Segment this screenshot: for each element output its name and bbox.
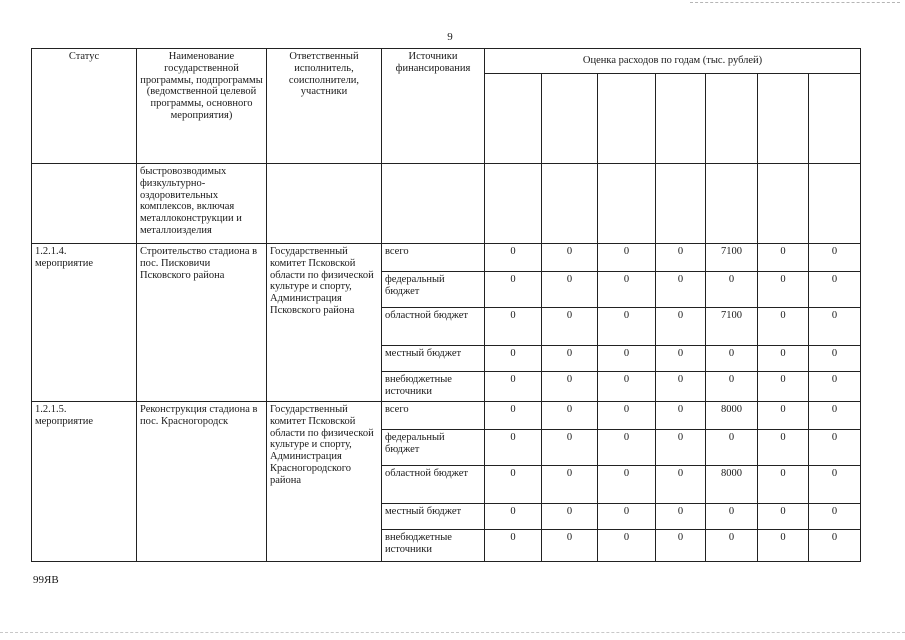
continuation-name: быстровозводимых физкультурно-оздоровительных комплексов, включая металлоконструкции и металлоизделия [137,164,267,244]
value-cell: 0 [706,530,758,562]
value-cell: 0 [598,244,656,272]
value-cell: 0 [598,504,656,530]
value-cell: 0 [758,308,809,346]
value-cell: 0 [542,402,598,430]
value-cell: 0 [809,466,861,504]
value-cell: 0 [758,430,809,466]
value-cell: 0 [758,244,809,272]
value-cell: 0 [656,402,706,430]
value-cell: 0 [485,504,542,530]
value-cell: 0 [706,504,758,530]
value-cell: 0 [656,466,706,504]
header-year [485,74,542,164]
header-year [598,74,656,164]
value-cell: 0 [542,466,598,504]
measure-executor: Государственный комитет Псковской области по физической культуре и спорту, Администрация Красногородского района [267,402,382,562]
value-cell: 8000 [706,466,758,504]
value-cell: 7100 [706,244,758,272]
value-cell: 0 [809,402,861,430]
value-cell: 0 [542,430,598,466]
value-cell: 0 [542,272,598,308]
scan-artifact-bottom [0,632,905,634]
value-cell: 0 [706,346,758,372]
value-cell: 0 [656,372,706,402]
measure-status-cell: 1.2.1.4. мероприятие [32,244,137,402]
source-label: федеральный бюджет [382,430,485,466]
value-cell: 0 [809,430,861,466]
header-executor: Ответственный исполнитель, соисполнители, участники [267,49,382,164]
header-year [809,74,861,164]
header-year [656,74,706,164]
value-cell: 0 [542,346,598,372]
value-cell: 0 [542,244,598,272]
value-cell: 0 [809,530,861,562]
value-cell: 0 [758,530,809,562]
value-cell: 0 [485,402,542,430]
value-cell: 0 [809,244,861,272]
header-year [706,74,758,164]
source-label: областной бюджет [382,466,485,504]
source-label: областной бюджет [382,308,485,346]
source-label: внебюджетные источники [382,372,485,402]
source-label: федеральный бюджет [382,272,485,308]
value-cell: 0 [758,504,809,530]
value-cell: 0 [542,372,598,402]
value-cell: 0 [758,372,809,402]
source-label: всего [382,402,485,430]
table-row [32,402,861,430]
header-year [758,74,809,164]
value-cell: 0 [485,372,542,402]
header-year [542,74,598,164]
value-cell: 0 [656,272,706,308]
value-cell: 0 [598,308,656,346]
measure-name: Реконструкция стадиона в пос. Красногородск [137,402,267,562]
value-cell: 0 [542,504,598,530]
value-cell: 0 [758,272,809,308]
value-cell: 0 [809,308,861,346]
value-cell: 0 [656,244,706,272]
value-cell: 0 [809,504,861,530]
continuation-row [32,164,861,244]
measure-name: Строительство стадиона в пос. Писковичи Псковского района [137,244,267,402]
header-estimate: Оценка расходов по годам (тыс. рублей) [485,49,861,74]
value-cell: 0 [485,466,542,504]
table-row [32,244,861,272]
document-code: 99ЯВ [33,574,59,586]
value-cell: 0 [656,530,706,562]
value-cell: 0 [598,530,656,562]
value-cell: 0 [598,430,656,466]
source-label: всего [382,244,485,272]
value-cell: 0 [485,244,542,272]
value-cell: 7100 [706,308,758,346]
value-cell: 0 [598,466,656,504]
value-cell: 0 [706,430,758,466]
value-cell: 0 [656,430,706,466]
value-cell: 0 [598,346,656,372]
value-cell: 0 [706,272,758,308]
value-cell: 0 [485,530,542,562]
value-cell: 0 [758,402,809,430]
header-status: Статус [32,49,137,164]
value-cell: 0 [542,308,598,346]
value-cell: 0 [598,402,656,430]
value-cell: 0 [656,346,706,372]
value-cell: 0 [542,530,598,562]
value-cell: 0 [706,372,758,402]
value-cell: 0 [485,430,542,466]
value-cell: 0 [598,372,656,402]
source-label: внебюджетные источники [382,530,485,562]
header-sources: Источники финансирования [382,49,485,164]
measure-status-cell: 1.2.1.5. мероприятие [32,402,137,562]
value-cell: 8000 [706,402,758,430]
source-label: местный бюджет [382,346,485,372]
header-program-name: Наименование государственной программы, подпрограммы (ведомственной целевой программы, основного мероприятия) [137,49,267,164]
value-cell: 0 [598,272,656,308]
continuation-status [32,164,137,244]
source-label: местный бюджет [382,504,485,530]
value-cell: 0 [485,346,542,372]
budget-table [31,48,861,562]
page-number: 9 [447,31,453,43]
scan-artifact-top [690,2,900,4]
measure-executor: Государственный комитет Псковской области по физической культуре и спорту, Администрация Псковского района [267,244,382,402]
value-cell: 0 [809,272,861,308]
value-cell: 0 [656,308,706,346]
value-cell: 0 [656,504,706,530]
value-cell: 0 [485,272,542,308]
value-cell: 0 [809,372,861,402]
value-cell: 0 [758,466,809,504]
value-cell: 0 [485,308,542,346]
value-cell: 0 [758,346,809,372]
value-cell: 0 [809,346,861,372]
